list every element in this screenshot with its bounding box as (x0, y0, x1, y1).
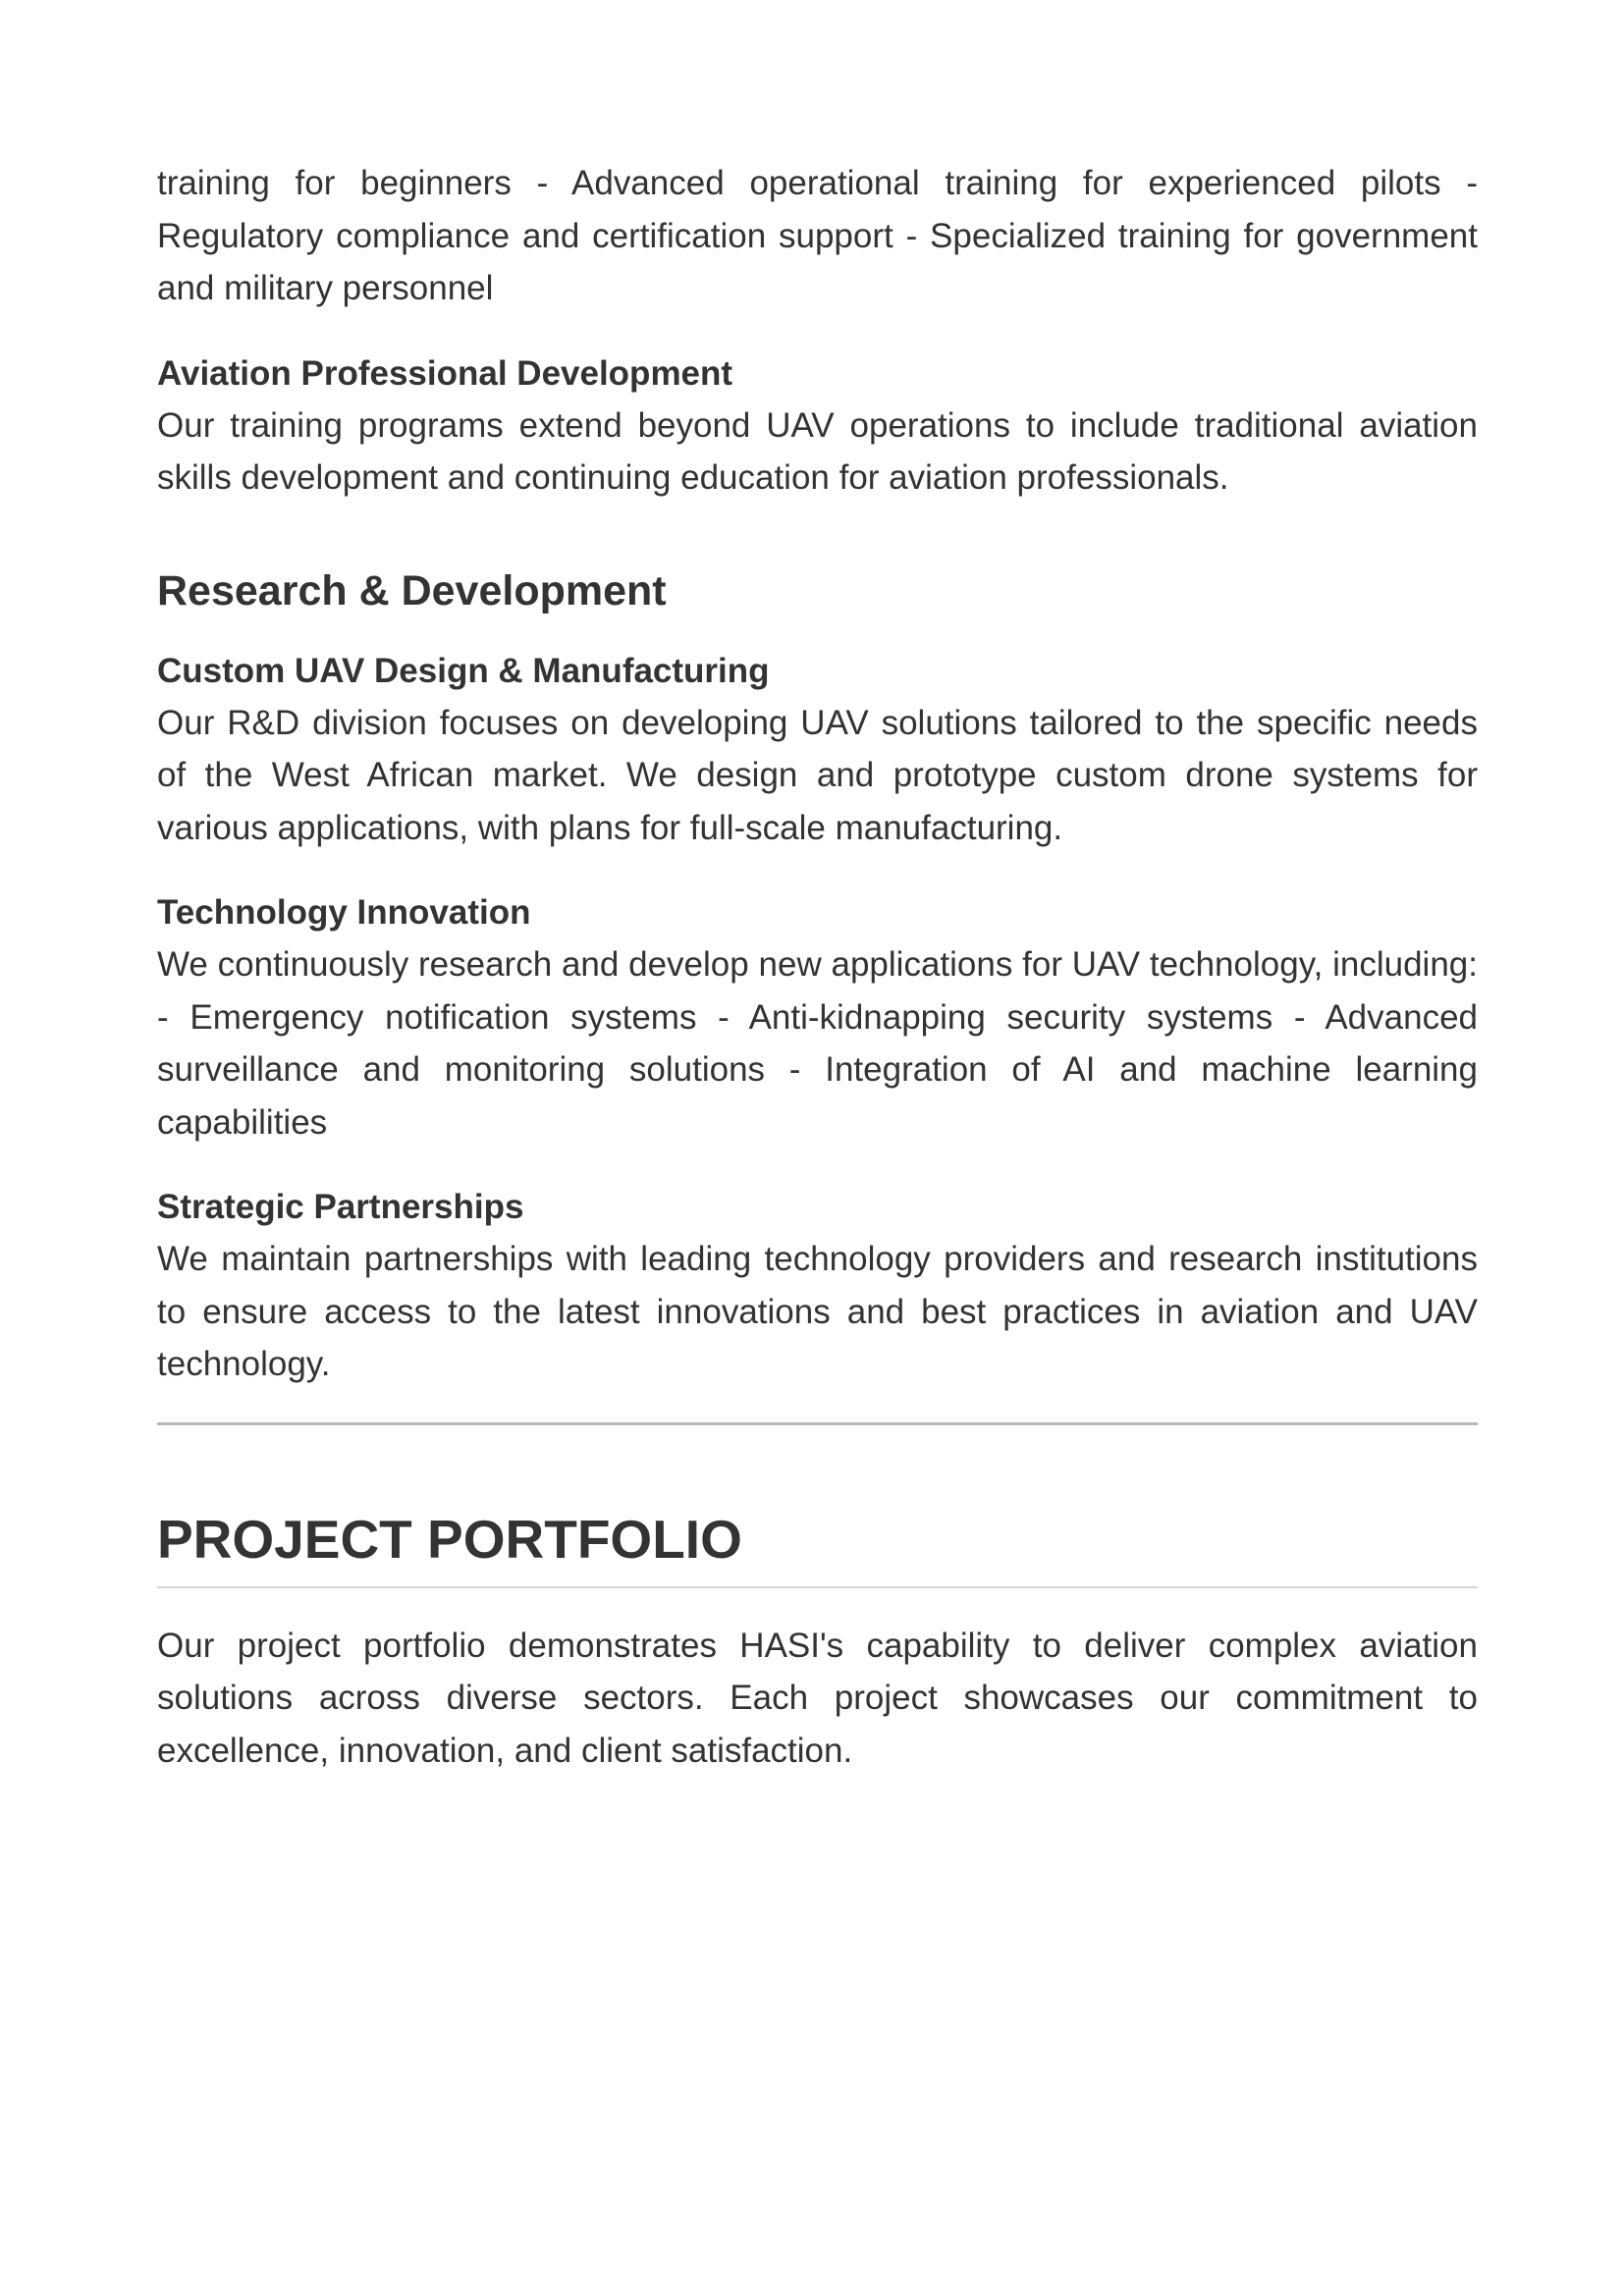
tech-innovation-heading: Technology Innovation (157, 893, 531, 932)
document-page (157, 157, 1478, 1777)
section-divider (157, 1422, 1478, 1425)
portfolio-intro: Our project portfolio demonstrates HASI's capability to deliver complex aviation solutions across diverse sectors. Each project showcases our commitment to excellence, innovation, and client satisfaction. (157, 1626, 1478, 1770)
training-continuation-text: training for beginners - Advanced operational training for experienced pilots - Regulatory compliance and certification support - Specialized training for government and military personnel (157, 164, 1478, 307)
tech-innovation-body: We continuously research and develop new applications for UAV technology, including: - Emergency notification systems - Anti-kidnapping security systems - Advanced surveillance and monitoring solutions - Integration of AI and machine learning capabilities (157, 945, 1478, 1142)
aviation-dev-body: Our training programs extend beyond UAV operations to include traditional aviation skills development and continuing education for aviation professionals. (157, 405, 1478, 497)
aviation-dev-block (157, 347, 1478, 505)
custom-uav-block (157, 645, 1478, 855)
partnerships-block (157, 1181, 1478, 1391)
custom-uav-heading: Custom UAV Design & Manufacturing (157, 651, 770, 690)
custom-uav-body: Our R&D division focuses on developing UAV solutions tailored to the specific needs of the West African market. We design and prototype custom drone systems for various applications, with plans for full-scale manufacturing. (157, 703, 1478, 847)
tech-innovation-block (157, 886, 1478, 1148)
rnd-heading: Research & Development (157, 566, 667, 614)
portfolio-heading-underline (157, 1586, 1478, 1588)
partnerships-heading: Strategic Partnerships (157, 1188, 524, 1226)
portfolio-heading: PROJECT PORTFOLIO (157, 1508, 742, 1570)
partnerships-body: We maintain partnerships with leading technology providers and research institutions to ensure access to the latest innovations and best practices in aviation and UAV technology. (157, 1240, 1478, 1383)
aviation-dev-heading: Aviation Professional Development (157, 353, 733, 393)
